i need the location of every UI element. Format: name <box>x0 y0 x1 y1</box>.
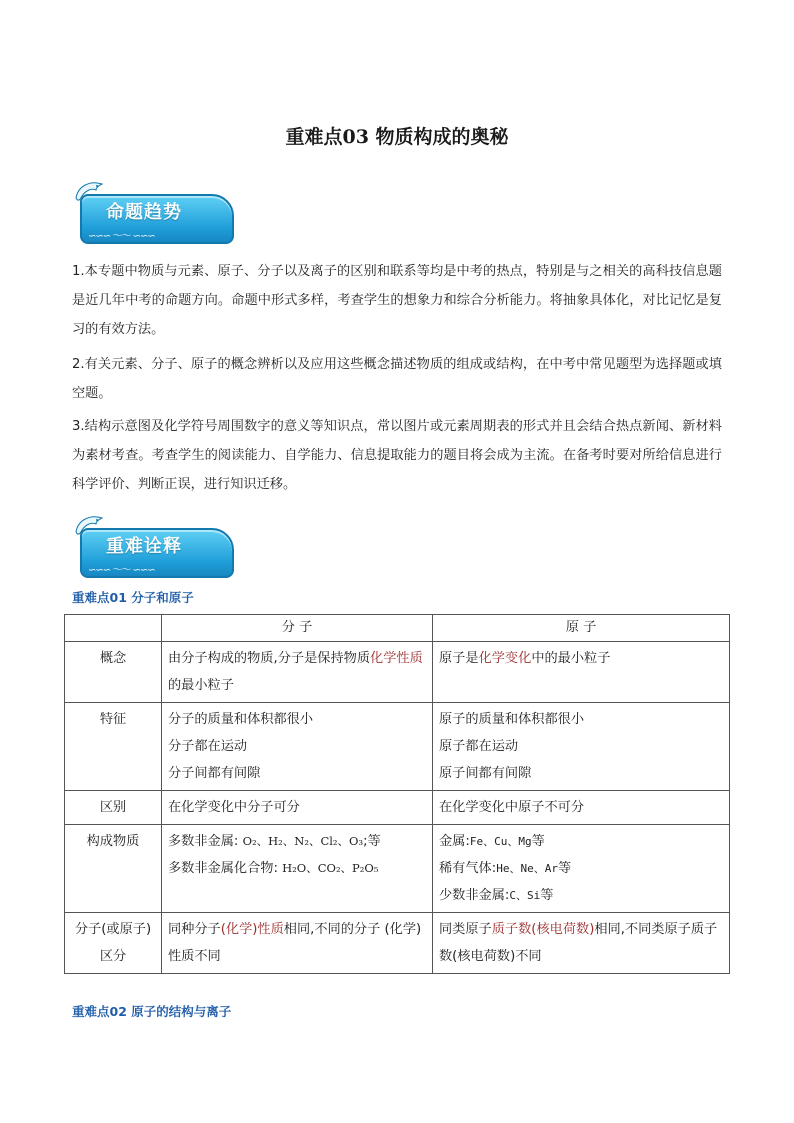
table-header-row <box>65 615 730 642</box>
table-corner-cell <box>65 615 162 642</box>
row-label-difference: 区别 <box>65 791 162 825</box>
trend-paragraph-3: 3.结构示意图及化学符号周围数字的意义等知识点，常以图片或元素周期表的形式并且会结合热点新闻、新材料为素材考查。考查学生的阅读能力、自学能力、信息提取能力的题目将会成为主流。在备考时要对所给信息进行科学评价、判断正误，进行知识迁移。 <box>72 419 722 492</box>
formula-text: O₂、H₂、N₂、Cl₂、O₃ <box>242 834 364 848</box>
row-label-concept: 概念 <box>65 642 162 703</box>
col-header-atom: 原 子 <box>433 615 730 642</box>
highlight-text: (化学)性质 <box>220 922 284 937</box>
row-label-distinguish: 分子(或原子) 区分 <box>65 913 162 974</box>
cell-concept-atom: 原子是化学变化中的最小粒子 <box>433 642 730 703</box>
table-row <box>65 642 730 703</box>
cell-concept-molecule: 由分子构成的物质,分子是保持物质化学性质的最小粒子 <box>162 642 433 703</box>
cell-distinguish-atom: 同类原子质子数(核电荷数)相同,不同类原子质子数(核电荷数)不同 <box>433 913 730 974</box>
explain-banner <box>76 518 236 580</box>
wave-decoration-icon: ∽∽∽ ～～ ∽∽∽ <box>88 565 155 576</box>
section-heading-1: 重难点01 分子和原子 <box>72 590 194 605</box>
row-label-feature: 特征 <box>65 703 162 791</box>
table-row <box>65 825 730 913</box>
trend-paragraph-2: 2.有关元素、分子、原子的概念辨析以及应用这些概念描述物质的组成或结构，在中考中常见题型为选择题或填空题。 <box>72 357 722 401</box>
banner-label: 命题趋势 <box>106 202 182 223</box>
cell-composition-molecule: 多数非金属: O₂、H₂、N₂、Cl₂、O₃;等 多数非金属化合物: H₂O、CO₂、P₂O₅ <box>162 825 433 913</box>
wave-decoration-icon: ∽∽∽ ～～ ∽∽∽ <box>88 231 155 242</box>
cell-difference-atom: 在化学变化中原子不可分 <box>433 791 730 825</box>
row-label-composition: 构成物质 <box>65 825 162 913</box>
section-heading-2: 重难点02 原子的结构与离子 <box>72 1004 232 1019</box>
cell-feature-molecule: 分子的质量和体积都很小 分子都在运动 分子间都有间隙 <box>162 703 433 791</box>
cell-distinguish-molecule: 同种分子(化学)性质相同,不同的分子 (化学)性质不同 <box>162 913 433 974</box>
highlight-text: 化学变化 <box>478 651 532 666</box>
highlight-text: 质子数(核电荷数) <box>491 922 595 937</box>
banner-label: 重难诠释 <box>106 536 182 557</box>
dolphin-icon <box>72 178 108 206</box>
formula-text: H₂O、CO₂、P₂O₅ <box>282 861 379 875</box>
cell-feature-atom: 原子的质量和体积都很小 原子都在运动 原子间都有间隙 <box>433 703 730 791</box>
table-row <box>65 791 730 825</box>
highlight-text: 化学性质 <box>370 651 423 666</box>
trend-banner <box>76 184 236 246</box>
page-title: 重难点03 物质构成的奥秘 <box>285 126 509 148</box>
dolphin-icon <box>72 512 108 540</box>
col-header-molecule: 分 子 <box>162 615 433 642</box>
table-row <box>65 913 730 974</box>
cell-composition-atom: 金属:Fe、Cu、Mg等 稀有气体:He、Ne、Ar等 少数非金属:C、Si等 <box>433 825 730 913</box>
trend-paragraph-1: 1.本专题中物质与元素、原子、分子以及离子的区别和联系等均是中考的热点，特别是与之相关的高科技信息题是近几年中考的命题方向。命题中形式多样，考查学生的想象力和综合分析能力。将抽象具体化，对比记忆是复习的有效方法。 <box>72 264 722 337</box>
molecule-atom-table <box>64 614 730 974</box>
table-row <box>65 703 730 791</box>
cell-difference-molecule: 在化学变化中分子可分 <box>162 791 433 825</box>
